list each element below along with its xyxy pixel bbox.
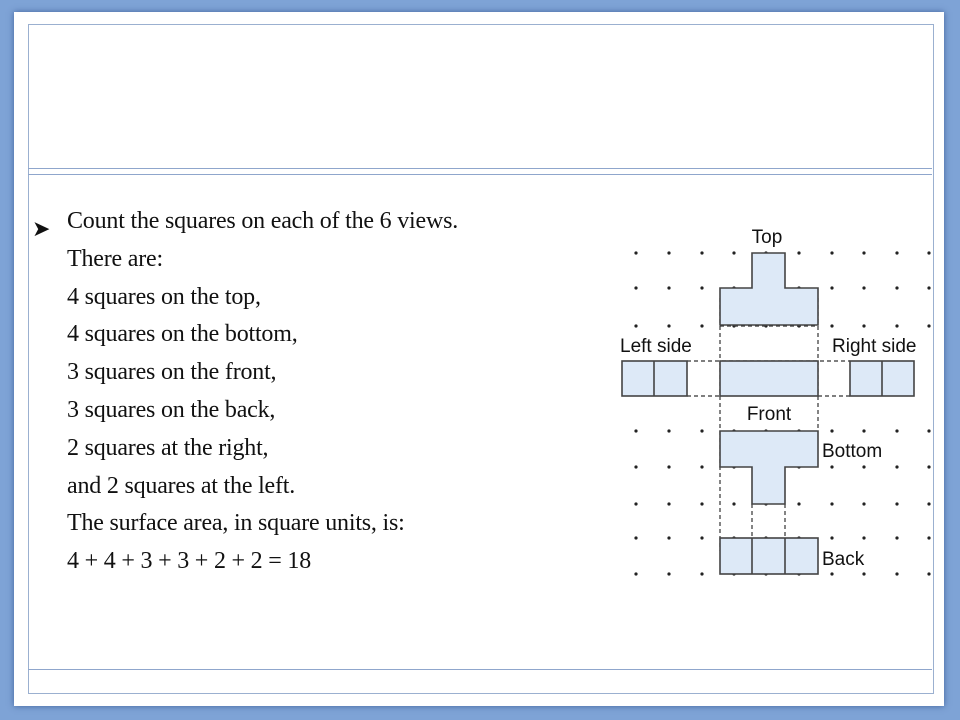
grid-dot <box>667 536 670 539</box>
grid-dot <box>895 429 898 432</box>
grid-dot <box>634 429 637 432</box>
grid-dot <box>862 324 865 327</box>
grid-dot <box>895 572 898 575</box>
text-line: 4 squares on the top, <box>67 283 261 310</box>
net-diagram <box>614 210 934 590</box>
footer-divider <box>28 669 932 670</box>
bottom-face <box>720 431 818 504</box>
grid-dot <box>700 324 703 327</box>
grid-dot <box>862 502 865 505</box>
text-line: Count the squares on each of the 6 views. <box>67 208 459 234</box>
grid-dot <box>927 536 930 539</box>
grid-dot <box>927 286 930 289</box>
front-face <box>720 361 818 396</box>
grid-dot <box>927 465 930 468</box>
grid-dot <box>830 502 833 505</box>
grid-dot <box>830 429 833 432</box>
grid-dot <box>830 324 833 327</box>
back-face <box>720 538 818 574</box>
label-top: Top <box>751 227 783 248</box>
grid-dot <box>667 251 670 254</box>
grid-dot <box>700 502 703 505</box>
text-line: and 2 squares at the left. <box>67 472 296 499</box>
grid-dot <box>895 286 898 289</box>
grid-dot <box>895 251 898 254</box>
grid-dot <box>830 536 833 539</box>
grid-dot <box>667 429 670 432</box>
grid-dot <box>927 502 930 505</box>
grid-dot <box>667 465 670 468</box>
text-line: The surface area, in square units, is: <box>67 510 405 537</box>
grid-dot <box>634 324 637 327</box>
grid-dot <box>732 502 735 505</box>
grid-dot <box>700 536 703 539</box>
grid-dot <box>700 429 703 432</box>
grid-dot <box>927 251 930 254</box>
grid-dot <box>634 251 637 254</box>
grid-dot <box>830 286 833 289</box>
grid-dot <box>700 465 703 468</box>
grid-dot <box>732 251 735 254</box>
text-line: There are: <box>67 245 163 272</box>
grid-dot <box>797 251 800 254</box>
grid-dot <box>830 251 833 254</box>
text-line: 4 squares on the bottom, <box>67 321 298 348</box>
grid-dot <box>700 251 703 254</box>
title-divider <box>28 168 932 169</box>
grid-dot <box>830 465 833 468</box>
grid-dot <box>927 572 930 575</box>
equation-line: 4 + 4 + 3 + 3 + 2 + 2 = 18 <box>67 548 312 575</box>
grid-dot <box>927 429 930 432</box>
grid-dot <box>634 286 637 289</box>
grid-dot <box>927 324 930 327</box>
grid-dot <box>862 465 865 468</box>
label-front: Front <box>746 404 792 425</box>
grid-dot <box>862 286 865 289</box>
grid-dot <box>634 502 637 505</box>
grid-dot <box>634 465 637 468</box>
grid-dot <box>895 502 898 505</box>
grid-dot <box>634 536 637 539</box>
label-back: Back <box>822 549 865 570</box>
grid-dot <box>862 429 865 432</box>
grid-dot <box>862 536 865 539</box>
grid-dot <box>667 572 670 575</box>
explanation-lines <box>67 208 458 586</box>
grid-dot <box>862 572 865 575</box>
grid-dot <box>667 502 670 505</box>
label-bottom: Bottom <box>822 441 883 462</box>
grid-dot <box>862 251 865 254</box>
label-right-side: Right side <box>832 336 917 357</box>
text-line: 2 squares at the right, <box>67 434 269 461</box>
grid-dot <box>700 572 703 575</box>
grid-dot <box>895 324 898 327</box>
grid-dot <box>830 572 833 575</box>
top-face <box>720 253 818 325</box>
title-divider-2 <box>28 174 932 175</box>
grid-dot <box>797 502 800 505</box>
grid-dot <box>700 286 703 289</box>
grid-dot <box>895 465 898 468</box>
grid-dot <box>895 536 898 539</box>
text-line: 3 squares on the back, <box>67 396 276 423</box>
text-line: 3 squares on the front, <box>67 359 277 386</box>
arrow-bullet-icon: ➤ <box>32 216 51 241</box>
label-left-side: Left side <box>620 336 692 357</box>
slide-frame <box>14 12 944 706</box>
grid-dot <box>667 286 670 289</box>
grid-dot <box>634 572 637 575</box>
grid-dot <box>667 324 670 327</box>
